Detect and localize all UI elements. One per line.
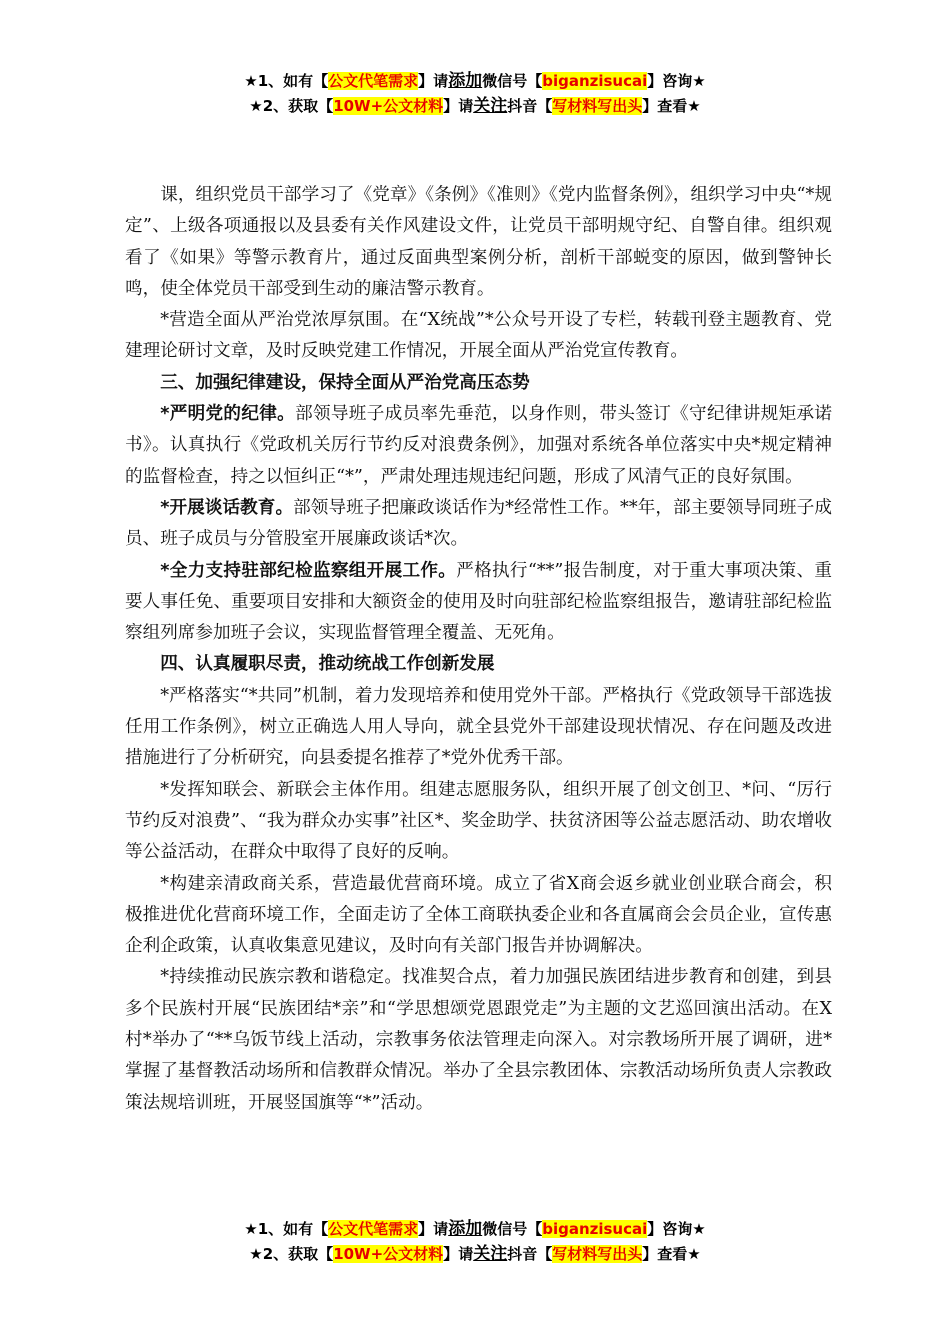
section-heading: 三、加强纪律建设，保持全面从严治党高压态势 (160, 372, 530, 393)
promo-text: ★1、如有【 (244, 1220, 329, 1238)
promo-text: 抖音【 (507, 1245, 553, 1263)
promo-highlight: 写材料写出头 (552, 97, 643, 115)
section-heading: 四、认真履职尽责，推动统战工作创新发展 (160, 654, 495, 675)
promo-text: ★2、获取【 (249, 97, 334, 115)
paragraph: *严格落实“*共同”机制，着力发现培养和使用党外干部。严格执行《党政领导干部选拔任用工作条例》，树立正确选人用人导向，就全县党外干部建设现状情况、存在问题及改进措施进行了分析研究，向县委提名推荐了*党外优秀干部。 (125, 685, 832, 769)
promo-text: 微信号【 (482, 72, 543, 90)
promo-text: 】咨询★ (647, 1220, 706, 1238)
paragraph-lead: *全力支持驻部纪检监察组开展工作。 (160, 560, 457, 581)
promo-line-1 (0, 1217, 950, 1242)
promo-highlight: 写材料写出头 (552, 1245, 643, 1263)
promo-line-2 (0, 94, 950, 119)
paragraph: *持续推动民族宗教和谐稳定。找准契合点，着力加强民族团结进步教育和创建，到县多个民族村开展“民族团结*亲”和“学思想颂党恩跟党走”为主题的文艺巡回演出活动。在X村*举办了“**乌饭节线上活动，宗教事务依法管理走向深入。对宗教场所开展了调研，进*掌握了基督教活动场所和信教群众情况。举办了全县宗教团体、宗教活动场所负责人宗教政策法规培训班，开展竖国旗等“*”活动。 (125, 967, 832, 1113)
promo-text: 抖音【 (507, 97, 553, 115)
paragraph-lead: *开展谈话教育。 (160, 497, 294, 518)
promo-highlight: biganzisucai (542, 72, 648, 90)
promo-underline: 添加 (448, 1219, 483, 1239)
paragraph-text: 部领导班子成员率先垂范，以身作则，带头签订《守纪律讲规矩承诺书》。认真执行《党政机关厉行节约反对浪费条例》，加强对系统各单位落实中央*规定精神的监督检查，持之以恒纠正“*”，严肃处理违规违纪问题，形成了风清气正的良好氛围。 (125, 404, 832, 487)
promo-underline: 关注 (473, 96, 508, 116)
paragraph: *营造全面从严治党浓厚氛围。在“X统战”*公众号开设了专栏，转载刊登主题教育、党建理论研讨文章，及时反映党建工作情况，开展全面从严治党宣传教育。 (125, 310, 832, 362)
promo-text: 】查看★ (642, 97, 701, 115)
promo-text: ★1、如有【 (244, 72, 329, 90)
bottom-promo-banner (0, 1217, 950, 1267)
paragraph (125, 556, 832, 650)
document-body (125, 180, 832, 1119)
paragraph: *发挥知联会、新联会主体作用。组建志愿服务队，组织开展了创文创卫、*问、“厉行节约反对浪费”、“我为群众办实事”社区*、奖金助学、扶贫济困等公益志愿活动、助农增收等公益活动，在群众中取得了良好的反响。 (125, 779, 832, 863)
promo-text: 】查看★ (642, 1245, 701, 1263)
paragraph-lead: *严明党的纪律。 (160, 404, 296, 425)
promo-text: 】请 (443, 1245, 474, 1263)
paragraph-text: 严格执行“**”报告制度，对于重大事项决策、重要人事任免、重要项目安排和大额资金的使用及时向驻部纪检监察组报告，邀请驻部纪检监察组列席参加班子会议，实现监督管理全覆盖、无死角。 (125, 560, 832, 644)
paragraph: 课，组织党员干部学习了《党章》《条例》《准则》《党内监督条例》，组织学习中央“*规定”、上级各项通报以及县委有关作风建设文件，让党员干部明规守纪、自警自律。组织观看了《如果》等警示教育片，通过反面典型案例分析，剖析干部蜕变的原因，做到警钟长鸣，使全体党员干部受到生动的廉洁警示教育。 (125, 185, 832, 299)
paragraph (125, 399, 832, 493)
promo-line-1 (0, 69, 950, 94)
promo-text: 】请 (418, 1220, 449, 1238)
promo-text: ★2、获取【 (249, 1245, 334, 1263)
promo-highlight: biganzisucai (542, 1220, 648, 1238)
paragraph (125, 493, 832, 556)
promo-highlight: 10W+公文材料 (333, 97, 444, 115)
promo-text: 微信号【 (482, 1220, 543, 1238)
promo-highlight: 10W+公文材料 (333, 1245, 444, 1263)
promo-highlight: 公文代笔需求 (328, 1220, 419, 1238)
promo-underline: 关注 (473, 1244, 508, 1264)
paragraph-text: 部领导班子把廉政谈话作为*经常性工作。**年，部主要领导同班子成员、班子成员与分管股室开展廉政谈话*次。 (125, 497, 832, 550)
paragraph: *构建亲清政商关系，营造最优营商环境。成立了省X商会返乡就业创业联合商会，积极推进优化营商环境工作，全面走访了全体工商联执委企业和各直属商会会员企业，宣传惠企利企政策，认真收集意见建议，及时向有关部门报告并协调解决。 (125, 873, 832, 957)
promo-text: 】咨询★ (647, 72, 706, 90)
promo-text: 】请 (418, 72, 449, 90)
top-promo-banner (0, 69, 950, 119)
promo-text: 】请 (443, 97, 474, 115)
promo-line-2 (0, 1242, 950, 1267)
promo-highlight: 公文代笔需求 (328, 72, 419, 90)
promo-underline: 添加 (448, 71, 483, 91)
